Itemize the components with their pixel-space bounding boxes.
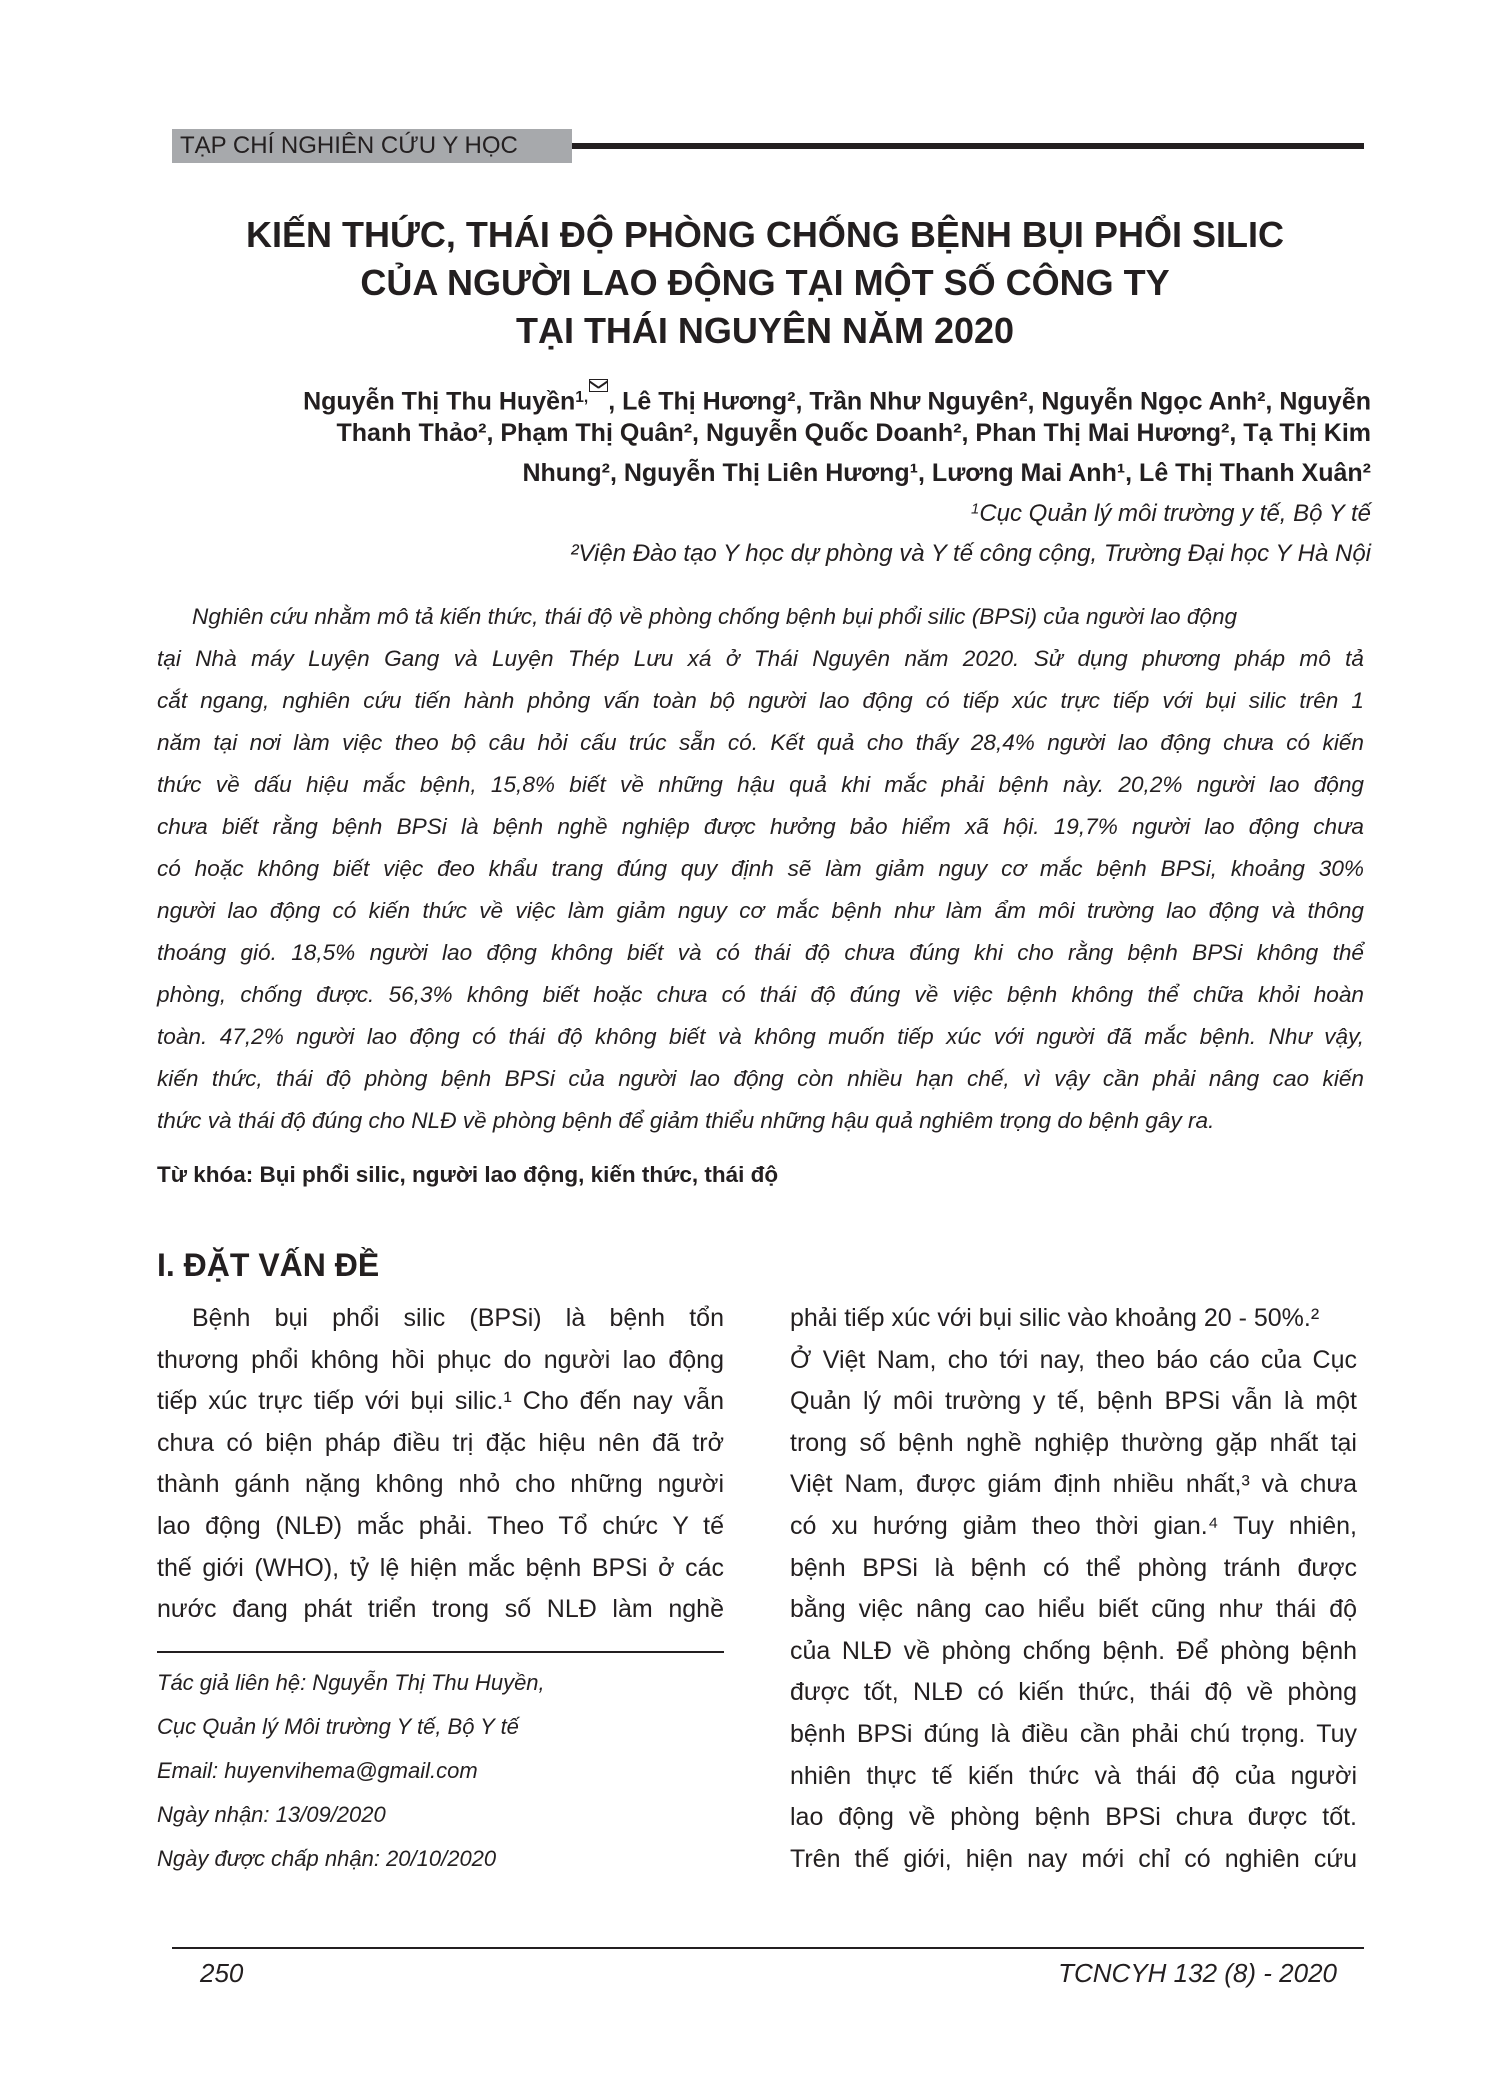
affiliation-1-text: Cục Quản lý môi trường y tế, Bộ Y tế	[979, 500, 1371, 527]
footnote-corresponding: Tác giả liên hệ: Nguyễn Thị Thu Huyền,	[157, 1670, 545, 1695]
authors-rest: , Lê Thị Hương², Trần Như Nguyên², Nguyễn Ngọc Anh², Nguyễn	[608, 387, 1371, 416]
abstract-line: phòng, chống được. 56,3% không biết hoặc chưa có thái độ đúng về việc bệnh không thể chữa khỏi hoàn	[157, 982, 1364, 1007]
abstract-line: tại Nhà máy Luyện Gang và Luyện Thép Lưu xá ở Thái Nguyên năm 2020. Sử dụng phương pháp mô tả	[157, 646, 1364, 671]
right-column-line: của NLĐ về phòng chống bệnh. Để phòng bệnh	[790, 1637, 1357, 1665]
abstract-line: kiến thức, thái độ phòng bệnh BPSi của người lao động còn nhiều hạn chế, vì vậy cần phải nâng cao kiến	[157, 1066, 1364, 1091]
right-column-line: trong số bệnh nghề nghiệp thường gặp nhất tại	[790, 1429, 1357, 1457]
right-column-line: bằng việc nâng cao hiểu biết cũng như thái độ	[790, 1595, 1357, 1623]
title-line-1: KIẾN THỨC, THÁI ĐỘ PHÒNG CHỐNG BỆNH BỤI PHỔI SILIC	[246, 214, 1284, 255]
title-line-2: CỦA NGƯỜI LAO ĐỘNG TẠI MỘT SỐ CÔNG TY	[360, 262, 1170, 303]
author-sup: 1,	[575, 388, 589, 406]
abstract-line: có hoặc không biết việc đeo khẩu trang đúng quy định sẽ làm giảm nguy cơ mắc bệnh BPSi, khoảng 30%	[157, 856, 1364, 881]
abstract-line: cắt ngang, nghiên cứu tiến hành phỏng vấn toàn bộ người lao động có tiếp xúc trực tiếp với bụi silic trên 1	[157, 688, 1364, 713]
envelope-icon	[589, 379, 608, 392]
keywords: Từ khóa: Bụi phổi silic, người lao động, kiến thức, thái độ	[157, 1162, 779, 1187]
right-column-line: phải tiếp xúc với bụi silic vào khoảng 20 - 50%.²	[790, 1304, 1320, 1332]
left-column-line: lao động (NLĐ) mắc phải. Theo Tổ chức Y tế	[157, 1512, 724, 1540]
abstract-line: thức về dấu hiệu mắc bệnh, 15,8% biết về những hậu quả khi mắc phải bệnh này. 20,2% người lao động	[157, 772, 1364, 797]
corresponding-author: Nguyễn Thị Thu Huyền	[303, 387, 576, 416]
abstract-line: thoáng gió. 18,5% người lao động không biết và có thái độ chưa đúng khi cho rằng bệnh BPSi không thể	[157, 940, 1364, 965]
footnote-email: Email: huyenvihema@gmail.com	[157, 1758, 478, 1783]
left-column-line: thương phổi không hồi phục do người lao động	[157, 1346, 724, 1374]
right-column-line: có xu hướng giảm theo thời gian.⁴ Tuy nhiên,	[790, 1512, 1357, 1540]
footnote-accepted: Ngày được chấp nhận: 20/10/2020	[157, 1846, 497, 1871]
abstract-line: người lao động có kiến thức về việc làm giảm nguy cơ mắc bệnh như làm ẩm môi trường lao động và thông	[157, 898, 1364, 923]
page-number: 250	[200, 1958, 244, 1988]
abstract-line: thức và thái độ đúng cho NLĐ về phòng bệnh để giảm thiểu những hậu quả nghiêm trọng do bệnh gây ra.	[157, 1108, 1215, 1133]
left-column-line: thế giới (WHO), tỷ lệ hiện mắc bệnh BPSi ở các	[157, 1554, 724, 1582]
abstract-line: toàn. 47,2% người lao động có thái độ không biết và không muốn tiếp xúc với người đã mắc bệnh. Như vậy,	[157, 1024, 1364, 1049]
right-column-line: lao động về phòng bệnh BPSi chưa được tốt.	[790, 1803, 1357, 1831]
right-column-line: Việt Nam, được giám định nhiều nhất,³ và chưa	[790, 1470, 1357, 1498]
journal-reference: TCNCYH 132 (8) - 2020	[1058, 1958, 1337, 1988]
right-column-line: bệnh BPSi đúng là điều cần phải chú trọng. Tuy	[790, 1720, 1357, 1748]
authors-line-3: Nhung², Nguyễn Thị Liên Hương¹, Lương Mai Anh¹, Lê Thị Thanh Xuân²	[522, 459, 1371, 487]
right-column-line: bệnh BPSi là bệnh có thể phòng tránh được	[790, 1554, 1357, 1582]
left-column-line: Bệnh bụi phổi silic (BPSi) là bệnh tổn	[192, 1304, 724, 1332]
authors-line-2: Thanh Thảo², Phạm Thị Quân², Nguyễn Quốc Doanh², Phan Thị Mai Hương², Tạ Thị Kim	[336, 419, 1371, 447]
header-rule	[572, 143, 1364, 149]
section-heading: I. ĐẶT VẤN ĐỀ	[157, 1247, 380, 1283]
affiliation-1-sup: 1	[971, 501, 980, 518]
footer-rule	[172, 1947, 1364, 1949]
right-column-line: nhiên thực tế kiến thức và thái độ của người	[790, 1762, 1357, 1790]
journal-header-label: TẠP CHÍ NGHIÊN CỨU Y HỌC	[180, 132, 518, 159]
left-column-line: nước đang phát triển trong số NLĐ làm nghề	[157, 1595, 724, 1623]
abstract-line: năm tại nơi làm việc theo bộ câu hỏi cấu trúc sẵn có. Kết quả cho thấy 28,4% người lao động chưa có kiến	[157, 730, 1364, 755]
right-column-line: Quản lý môi trường y tế, bệnh BPSi vẫn là một	[790, 1387, 1357, 1415]
right-column-line: được tốt, NLĐ có kiến thức, thái độ về phòng	[790, 1678, 1357, 1706]
authors-line-1	[303, 379, 1371, 417]
abstract-line: chưa biết rằng bệnh BPSi là bệnh nghề nghiệp được hưởng bảo hiểm xã hội. 19,7% người lao động chưa	[157, 814, 1364, 839]
affiliation-2: ²Viện Đào tạo Y học dự phòng và Y tế công cộng, Trường Đại học Y Hà Nội	[570, 540, 1371, 567]
footnote-rule	[157, 1651, 724, 1653]
footnote-received: Ngày nhận: 13/09/2020	[157, 1802, 386, 1827]
left-column-line: thành gánh nặng không nhỏ cho những người	[157, 1470, 724, 1498]
title-line-3: TẠI THÁI NGUYÊN NĂM 2020	[515, 310, 1015, 351]
left-column-line: tiếp xúc trực tiếp với bụi silic.¹ Cho đến nay vẫn	[157, 1387, 724, 1415]
footnote-affiliation: Cục Quản lý Môi trường Y tế, Bộ Y tế	[157, 1714, 519, 1739]
affiliation-1	[971, 500, 1371, 528]
abstract-line: Nghiên cứu nhằm mô tả kiến thức, thái độ về phòng chống bệnh bụi phổi silic (BPSi) của người lao động	[192, 604, 1238, 629]
left-column-line: chưa có biện pháp điều trị đặc hiệu nên đã trở	[157, 1429, 724, 1457]
right-column-line: Ở Việt Nam, cho tới nay, theo báo cáo của Cục	[790, 1346, 1357, 1374]
right-column-line: Trên thế giới, hiện nay mới chỉ có nghiên cứu	[790, 1845, 1357, 1873]
